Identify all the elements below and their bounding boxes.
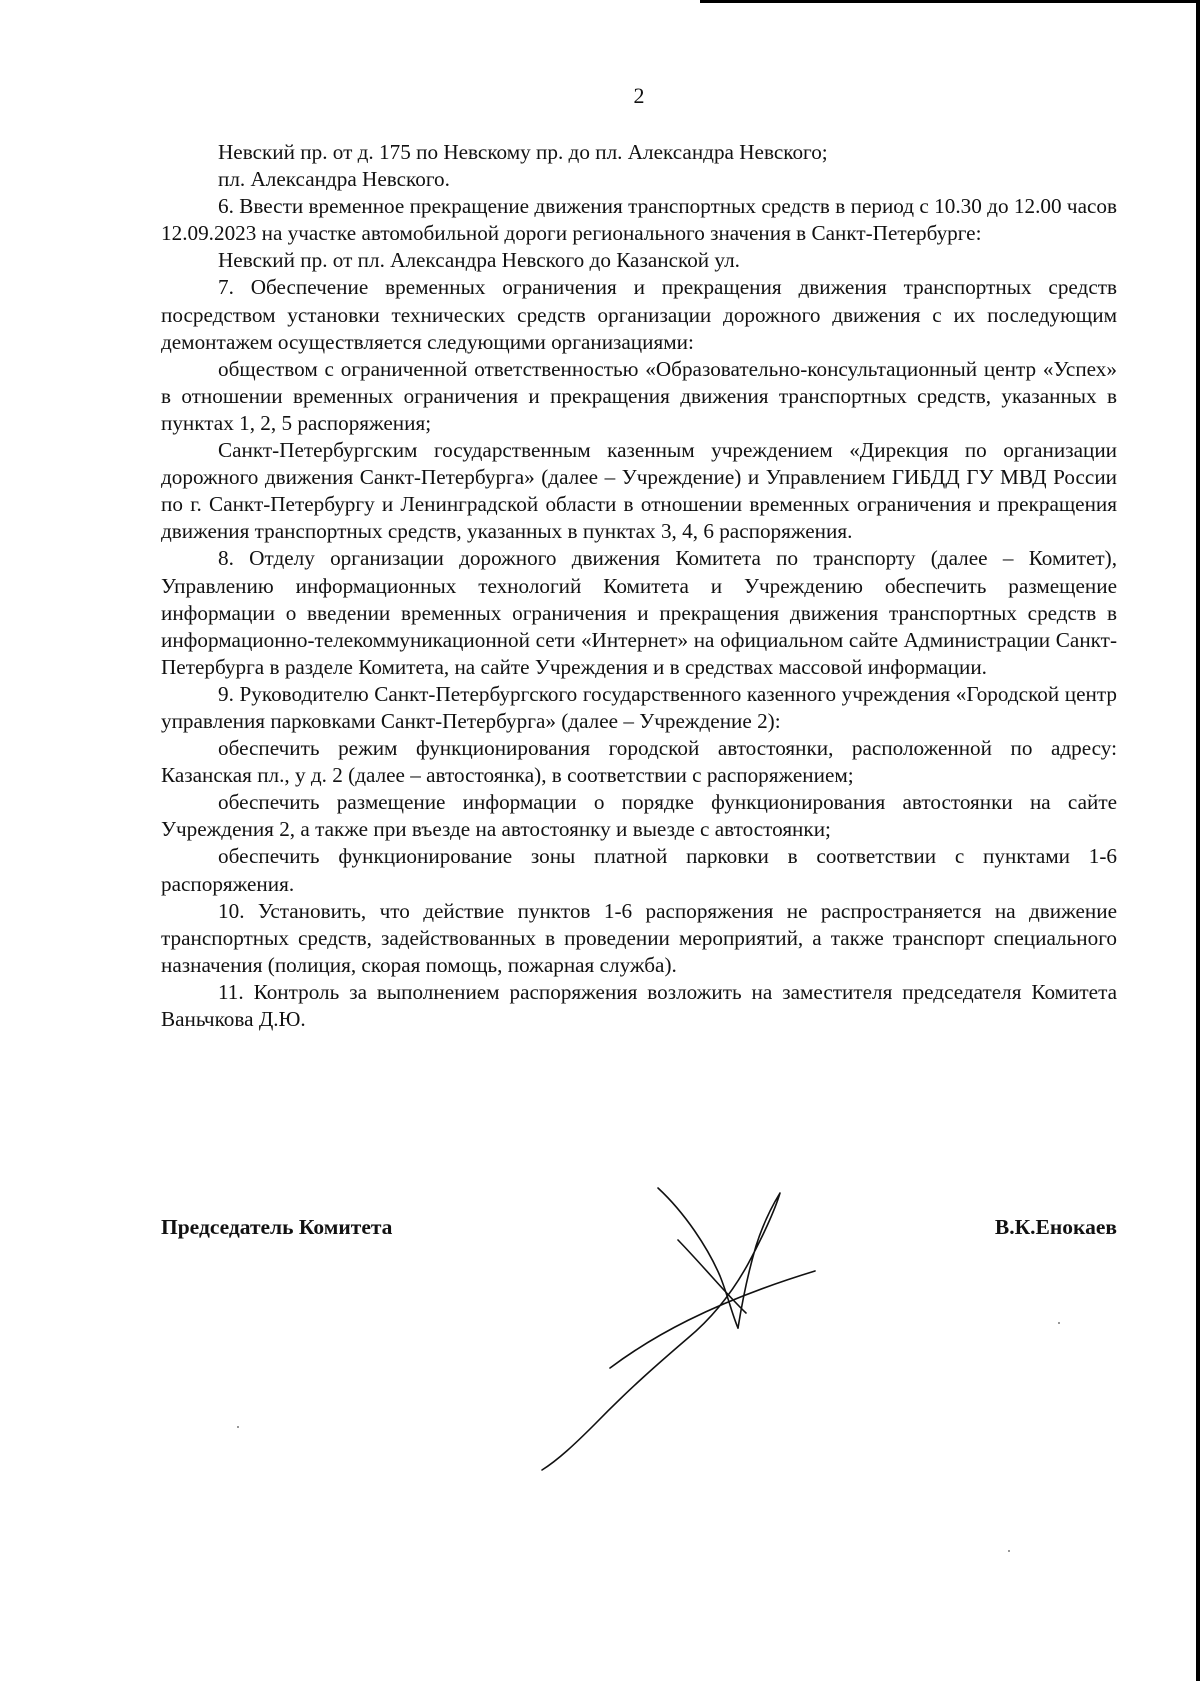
page-number: 2	[633, 83, 645, 108]
signatory-title: Председатель Комитета	[161, 1215, 393, 1239]
paragraph: обеспечить функционирование зоны платной парковки в соответствии с пунктами 1-6 распоряжения.	[161, 844, 1117, 896]
paragraph: обеспечить режим функционирования городской автостоянки, расположенной по адресу: Казанская пл., у д. 2 (далее – автостоянка), в соответствии с распоряжением;	[161, 736, 1117, 788]
paragraph: 9. Руководителю Санкт-Петербургского государственного казенного учреждения «Городской центр управления парковками Санкт-Петербурга» (далее – Учреждение 2):	[161, 681, 1117, 733]
scan-top-edge	[700, 0, 1200, 3]
paragraph: Невский пр. от пл. Александра Невского до Казанской ул.	[218, 248, 740, 273]
paragraph: 7. Обеспечение временных ограничения и прекращения движения транспортных средств посредством установки технических средств организации дорожного движения с их последующим демонтажем осуществляется следующими организациями:	[161, 275, 1117, 354]
paragraph: обществом с ограниченной ответственностью «Образовательно-консультационный центр «Успех» в отношении временных ограничения и прекращения движения транспортных средств, указанных в пунктах 1, 2, 5 распоряжения;	[161, 356, 1117, 435]
paragraph: пл. Александра Невского.	[218, 167, 450, 192]
scan-speck	[1008, 1550, 1010, 1552]
document-body	[161, 139, 1117, 1033]
paragraph: Невский пр. от д. 175 по Невскому пр. до пл. Александра Невского;	[218, 140, 828, 164]
paragraph: 11. Контроль за выполнением распоряжения возложить на заместителя председателя Комитета Ваньчкова Д.Ю.	[161, 979, 1117, 1031]
paragraph: 6. Ввести временное прекращение движения транспортных средств в период с 10.30 до 12.00 часов 12.09.2023 на участке автомобильной дороги регионального значения в Санкт-Петербурге:	[161, 194, 1117, 246]
handwritten-signature	[480, 1168, 820, 1478]
paragraph: 8. Отделу организации дорожного движения Комитета по транспорту (далее – Комитет), Управлению информационных технологий Комитета и Учреждению обеспечить размещение информации о введении временных ограничения и прекращения движения транспортных средств в информационно-телекоммуникационной сети «Интернет» на официальном сайте Администрации Санкт-Петербурга в разделе Комитета, на сайте Учреждения и в средствах массовой информации.	[161, 546, 1117, 679]
scan-right-edge	[1196, 0, 1200, 1681]
paragraph: 10. Установить, что действие пунктов 1-6 распоряжения не распространяется на движение транспортных средств, задействованных в проведении мероприятий, а также транспорт специального назначения (полиция, скорая помощь, пожарная служба).	[161, 898, 1117, 977]
scan-speck	[237, 1426, 239, 1428]
paragraph: Санкт-Петербургским государственным казенным учреждением «Дирекция по организации дорожного движения Санкт-Петербурга» (далее – Учреждение) и Управлением ГИБДД ГУ МВД России по г. Санкт-Петербургу и Ленинградской области в отношении временных ограничения и прекращения движения транспортных средств, указанных в пунктах 3, 4, 6 распоряжения.	[161, 438, 1117, 544]
signatory-name: В.К.Енокаев	[994, 1215, 1117, 1239]
paragraph: обеспечить размещение информации о порядке функционирования автостоянки на сайте Учреждения 2, а также при въезде на автостоянку и выезде с автостоянки;	[161, 790, 1117, 842]
scan-speck	[1058, 1322, 1060, 1324]
